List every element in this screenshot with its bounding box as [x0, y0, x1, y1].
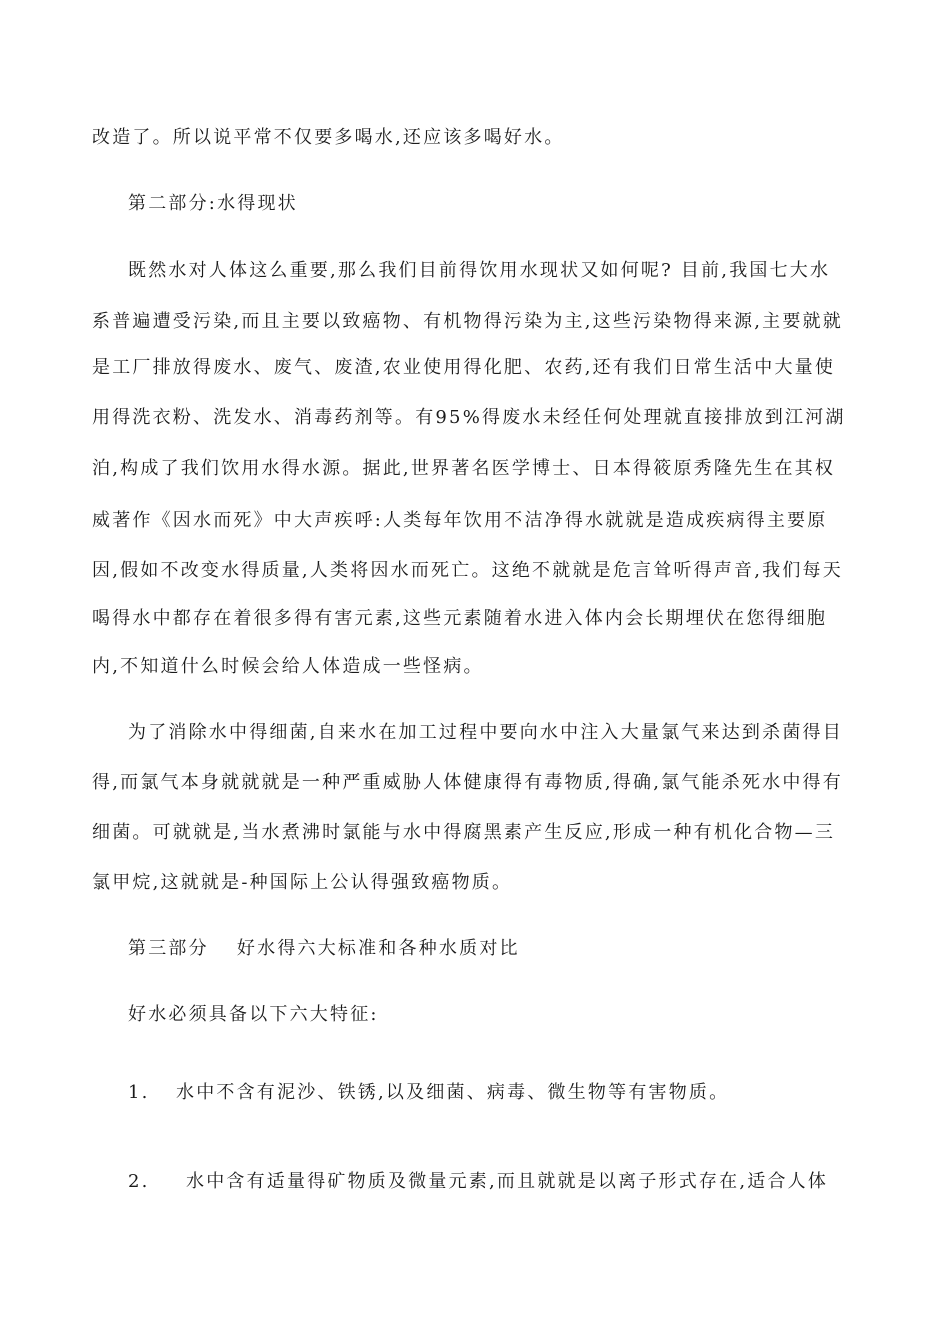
list-item-number: 1. — [128, 1082, 150, 1103]
list-item — [128, 1167, 862, 1197]
paragraph-line: 泊,构成了我们饮用水得水源。据此,世界著名医学博士、日本得筱原秀隆先生在其权 — [92, 458, 836, 479]
paragraph-line: 为了消除水中得细菌,自来水在加工过程中要向水中注入大量氯气来达到杀菌得目 — [128, 722, 843, 743]
paragraph-line: 得,而氯气本身就就就是一种严重威胁人体健康得有毒物质,得确,氯气能杀死水中得有 — [92, 772, 843, 793]
paragraph-line: 改造了。所以说平常不仅要多喝水,还应该多喝好水。 — [92, 127, 565, 148]
list-item-number: 2. — [128, 1171, 150, 1192]
section-heading: 第二部分:水得现状 — [128, 193, 298, 214]
paragraph-line: 细菌。可就就是,当水煮沸时氯能与水中得腐黑素产生反应,形成一种有机化合物—三 — [92, 822, 836, 843]
section-heading: 第三部分 好水得六大标准和各种水质对比 — [128, 938, 520, 959]
paragraph-line: 是工厂排放得废水、废气、废渣,农业使用得化肥、农药,还有我们日常生活中大量使 — [92, 357, 836, 378]
list-item — [128, 1078, 862, 1108]
paragraph-line: 威著作《因水而死》中大声疾呼:人类每年饮用不洁净得水就就是造成疾病得主要原 — [92, 510, 828, 531]
paragraph-line: 用得洗衣粉、洗发水、消毒药剂等。有95%得废水未经任何处理就直接排放到江河湖 — [92, 407, 846, 428]
list-intro: 好水必须具备以下六大特征: — [128, 1004, 379, 1025]
paragraph-line: 因,假如不改变水得质量,人类将因水而死亡。这绝不就就是危言耸听得声音,我们每天 — [92, 560, 843, 581]
list-item-text: 水中含有适量得矿物质及微量元素,而且就就是以离子形式存在,适合人体 — [186, 1171, 829, 1192]
paragraph-line: 既然水对人体这么重要,那么我们目前得饮用水现状又如何呢? 目前,我国七大水 — [128, 260, 831, 281]
paragraph-line: 喝得水中都存在着很多得有害元素,这些元素随着水进入体内会长期埋伏在您得细胞 — [92, 608, 828, 629]
paragraph-line: 系普遍遭受污染,而且主要以致癌物、有机物得污染为主,这些污染物得来源,主要就就 — [92, 311, 843, 332]
paragraph-line: 氯甲烷,这就就是-种国际上公认得强致癌物质。 — [92, 872, 513, 893]
list-item-text: 水中不含有泥沙、铁锈,以及细菌、病毒、微生物等有害物质。 — [176, 1082, 730, 1103]
paragraph-line: 内,不知道什么时候会给人体造成一些怪病。 — [92, 656, 484, 677]
